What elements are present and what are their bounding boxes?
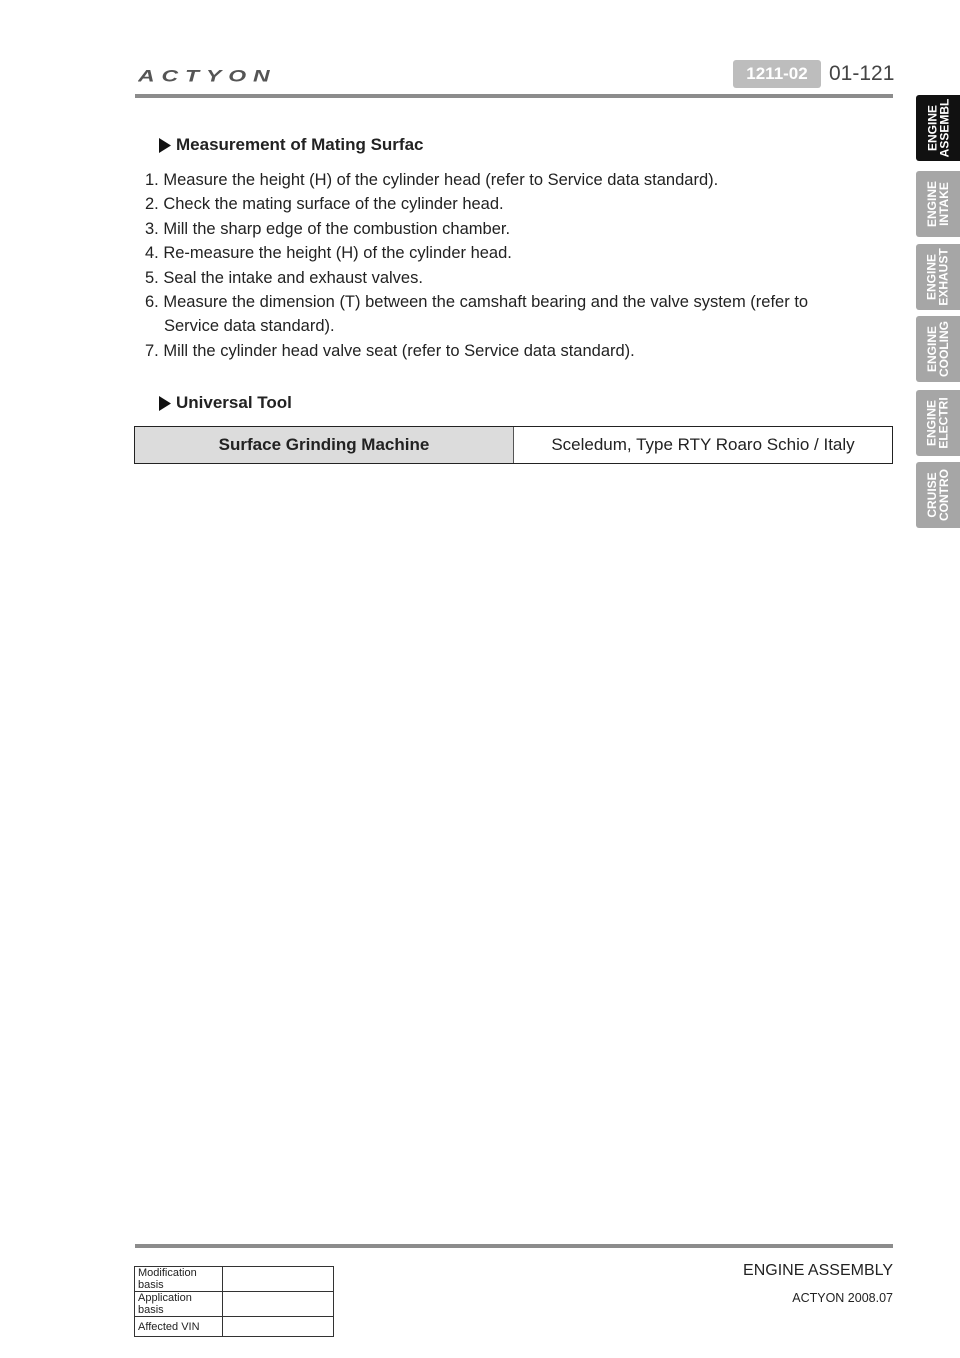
tab-label: ENGINE INTAKE [925,180,952,228]
tab-label: ENGINE ASSEMBL [925,98,952,158]
tab-engine-cooling[interactable] [916,316,960,382]
triangle-bullet-icon [158,138,172,153]
page-number: 01-121 [829,62,895,85]
measurement-heading [158,135,424,155]
step-item: 6. Measure the dimension (T) between the camshaft bearing and the valve system (refer to Service data standard). [145,293,809,336]
table-row [135,1292,334,1317]
footer-model-date: ACTYON 2008.07 [792,1291,893,1305]
triangle-bullet-icon [158,396,172,411]
step-item: 1. Measure the height (H) of the cylinder head (refer to Service data standard). [145,171,719,189]
step-item: 4. Re-measure the height (H) of the cylinder head. [145,244,512,263]
basis-value [223,1292,334,1317]
universal-tool-heading-text: Universal Tool [176,393,292,412]
basis-label: Affected VIN [135,1317,223,1337]
tab-engine-exhaust[interactable] [916,244,960,310]
section-code-badge: 1211-02 [733,60,821,88]
step-item: 5. Seal the intake and exhaust valves. [145,268,423,287]
tab-label: ENGINE ELECTRI [925,397,951,449]
tool-table [134,426,893,464]
basis-label: Application basis [135,1292,223,1317]
basis-value [223,1317,334,1337]
tool-spec-cell: Sceledum, Type RTY Roaro Schio / Italy [551,435,855,454]
basis-table [134,1266,334,1337]
step-item: 3. Mill the sharp edge of the combustion chamber. [145,219,511,238]
header-divider [135,94,893,98]
tab-label: CRUISE CONTRO [925,469,951,521]
footer-divider [135,1244,893,1248]
basis-value [223,1267,334,1292]
basis-label: Modification basis [135,1267,223,1292]
tool-name-cell: Surface Grinding Machine [135,427,514,463]
universal-tool-heading [158,393,292,413]
measurement-steps [145,168,824,363]
tab-engine-electrical[interactable] [916,390,960,456]
tab-cruise-control[interactable] [916,462,960,528]
logo-text: ACTYON [138,67,277,86]
table-row [135,1267,334,1292]
measurement-heading-text: Measurement of Mating Surfac [176,135,424,154]
tab-engine-assembly[interactable] [916,95,960,161]
footer-section-title: ENGINE ASSEMBLY [743,1262,893,1279]
tab-label: ENGINE EXHAUST [925,248,951,306]
actyon-logo [138,67,294,87]
table-row [135,1317,334,1337]
tab-label: ENGINE COOLING [925,321,951,377]
step-item: 2. Check the mating surface of the cylinder head. [145,195,504,214]
step-item: 7. Mill the cylinder head valve seat (refer to Service data standard). [145,341,635,360]
tab-engine-intake[interactable] [916,171,960,237]
